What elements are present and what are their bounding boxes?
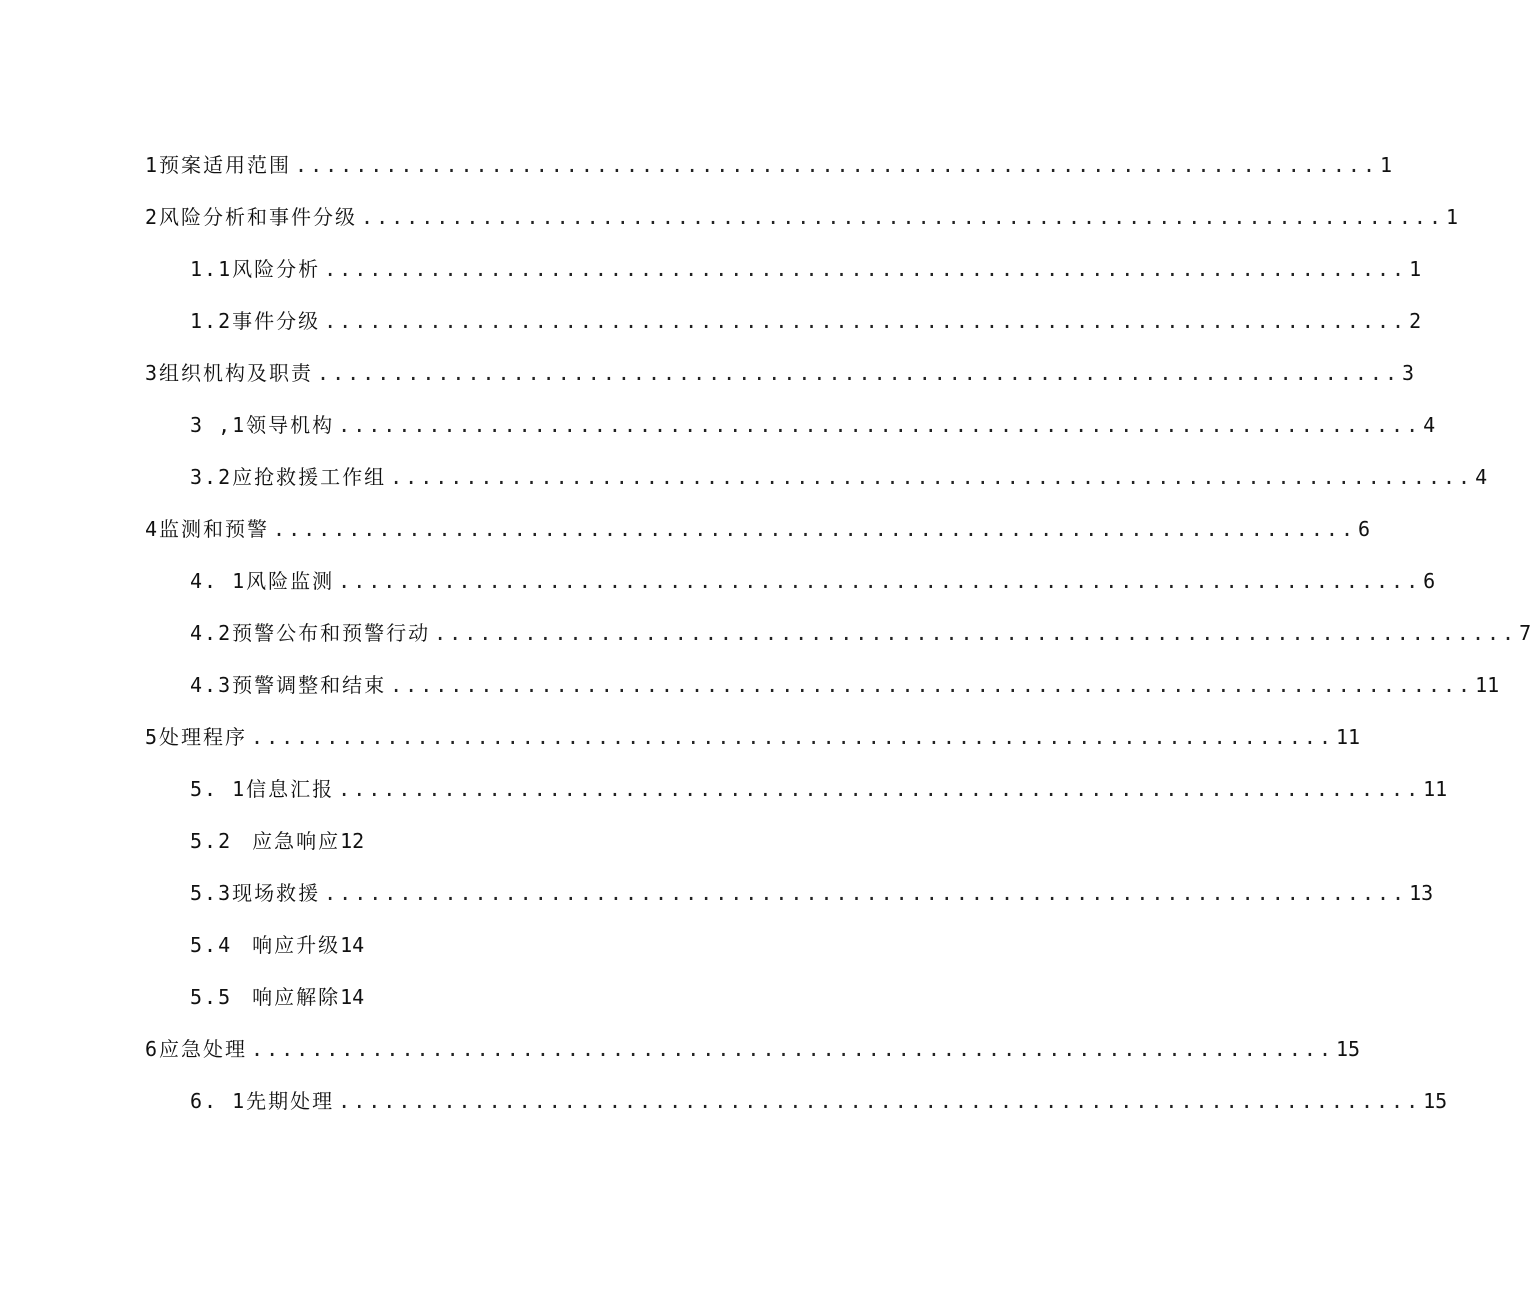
toc-entry-page: 15 (1336, 1037, 1361, 1061)
toc-entry[interactable] (0, 189, 1459, 241)
toc-leader-dots: ........................................................................ (338, 569, 1422, 593)
toc-entry[interactable] (0, 969, 920, 1021)
toc-entry[interactable] (0, 553, 1436, 605)
toc-leader-dots: ........................................................................ (390, 465, 1474, 489)
toc-entry-number: 5.5 (190, 985, 233, 1009)
toc-entry-page: 6 (1358, 517, 1371, 541)
toc-entry-number: 5.3 (190, 881, 233, 905)
toc-entry[interactable] (0, 397, 1436, 449)
toc-entry-title: 组织机构及职责 (159, 361, 314, 385)
toc-entry-page: 12 (340, 829, 365, 853)
toc-entry-page: 11 (1423, 777, 1448, 801)
toc-entry-number: 3 (145, 361, 160, 385)
toc-entry-title: 事件分级 (232, 309, 321, 333)
toc-leader-dots: ........................................................................ (324, 881, 1408, 905)
toc-leader-dots: ........................................................................ (324, 309, 1408, 333)
toc-entry-number: 6 (145, 1037, 160, 1061)
toc-entry-title: 响应解除 (252, 985, 341, 1009)
toc-entry-page: 7 (1519, 621, 1531, 645)
toc-entry-title: 信息汇报 (246, 777, 335, 801)
toc-entry-page: 4 (1475, 465, 1488, 489)
toc-entry[interactable] (0, 605, 1531, 657)
toc-entry-title: 应急响应 (252, 829, 341, 853)
toc-entry-number: 4. 1 (190, 569, 247, 593)
toc-entry-number: 3 ,1 (190, 413, 247, 437)
toc-entry-title: 响应升级 (252, 933, 341, 957)
toc-entry-title: 预警调整和结束 (232, 673, 387, 697)
toc-leader-dots: ........................................................................ (317, 361, 1400, 385)
toc-entry-number: 3.2 (190, 465, 233, 489)
toc-entry[interactable] (0, 1073, 1448, 1125)
toc-entry-number: 5 (145, 725, 160, 749)
toc-leader-dots: ........................................................................ (273, 517, 1356, 541)
toc-entry-page: 11 (1475, 673, 1500, 697)
toc-entry-page: 14 (340, 985, 365, 1009)
toc-entry-page: 15 (1423, 1089, 1448, 1113)
toc-entry-title: 应急处理 (159, 1037, 248, 1061)
table-of-contents (0, 137, 1531, 1125)
toc-entry-title: 应抢救援工作组 (232, 465, 387, 489)
toc-entry-page: 11 (1336, 725, 1361, 749)
toc-entry[interactable] (0, 241, 1422, 293)
toc-entry-number: 1 (145, 153, 160, 177)
toc-entry-page: 1 (1380, 153, 1393, 177)
toc-entry-title: 先期处理 (246, 1089, 335, 1113)
toc-leader-dots: ........................................................................ (251, 1037, 1334, 1061)
toc-entry-title: 监测和预警 (159, 517, 270, 541)
toc-entry[interactable] (0, 501, 1371, 553)
toc-entry-title: 现场救援 (232, 881, 321, 905)
toc-entry-number: 2 (145, 205, 160, 229)
toc-leader-dots: ........................................................................ (295, 153, 1378, 177)
toc-entry[interactable] (0, 865, 1434, 917)
toc-entry-title: 风险分析 (232, 257, 321, 281)
toc-entry-title: 风险分析和事件分级 (159, 205, 358, 229)
toc-entry-title: 预警公布和预警行动 (232, 621, 431, 645)
toc-entry[interactable] (0, 293, 1422, 345)
toc-entry[interactable] (0, 657, 1500, 709)
toc-entry-number: 5.2 (190, 829, 233, 853)
toc-entry-title: 预案适用范围 (159, 153, 292, 177)
toc-entry-number: 1.1 (190, 257, 233, 281)
toc-entry-page: 3 (1402, 361, 1415, 385)
toc-entry-number: 4.3 (190, 673, 233, 697)
toc-entry-number: 5.4 (190, 933, 233, 957)
toc-leader-dots: ........................................................................ (324, 257, 1408, 281)
toc-leader-dots: ........................................................................ (390, 673, 1474, 697)
toc-entry-number: 4 (145, 517, 160, 541)
toc-entry[interactable] (0, 917, 920, 969)
toc-entry-page: 2 (1409, 309, 1422, 333)
toc-leader-dots: ........................................................................ (361, 205, 1444, 229)
toc-entry[interactable] (0, 1021, 1361, 1073)
toc-entry[interactable] (0, 761, 1448, 813)
toc-entry-number: 1.2 (190, 309, 233, 333)
toc-entry-page: 6 (1423, 569, 1436, 593)
toc-entry-page: 1 (1446, 205, 1459, 229)
toc-entry-page: 4 (1423, 413, 1436, 437)
toc-leader-dots: ........................................................................ (434, 621, 1518, 645)
toc-entry-page: 1 (1409, 257, 1422, 281)
toc-entry-page: 13 (1409, 881, 1434, 905)
toc-leader-dots: ........................................................................ (338, 777, 1422, 801)
toc-entry[interactable] (0, 137, 1393, 189)
toc-entry-number: 6. 1 (190, 1089, 247, 1113)
toc-entry-title: 风险监测 (246, 569, 335, 593)
toc-leader-dots: ........................................................................ (338, 413, 1422, 437)
toc-entry[interactable] (0, 449, 1488, 501)
toc-entry-number: 4.2 (190, 621, 233, 645)
toc-entry[interactable] (0, 709, 1361, 761)
toc-leader-dots: ........................................................................ (338, 1089, 1422, 1113)
toc-leader-dots: ........................................................................ (251, 725, 1334, 749)
toc-entry-title: 处理程序 (159, 725, 248, 749)
toc-entry-number: 5. 1 (190, 777, 247, 801)
toc-entry-title: 领导机构 (246, 413, 335, 437)
toc-entry[interactable] (0, 345, 1415, 397)
toc-entry-page: 14 (340, 933, 365, 957)
toc-entry[interactable] (0, 813, 920, 865)
